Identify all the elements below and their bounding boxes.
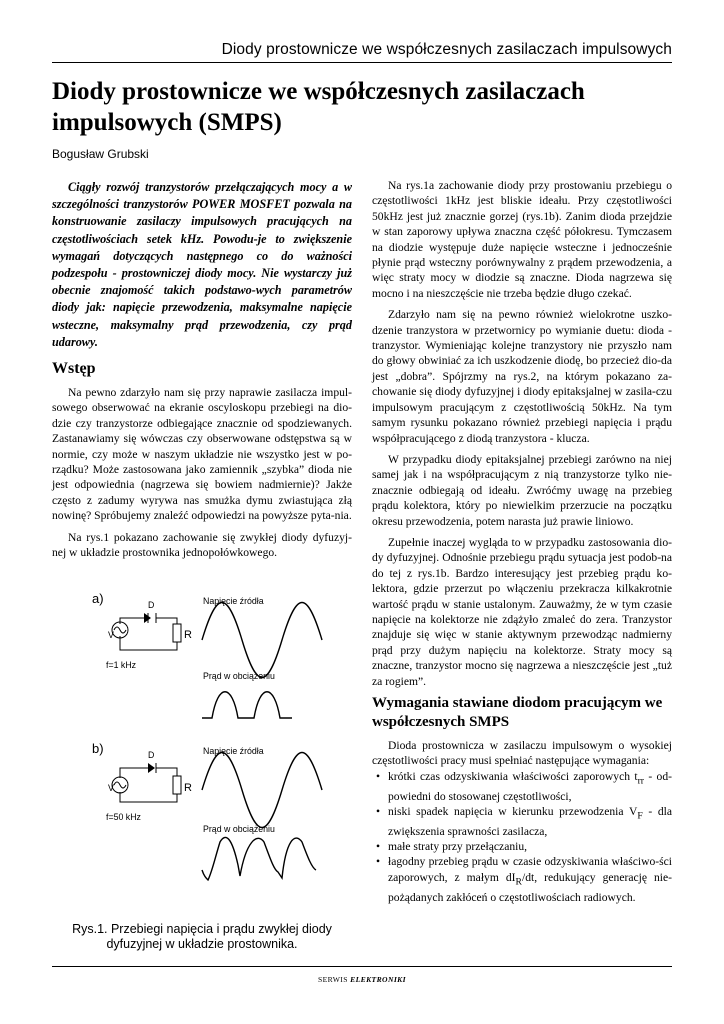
paragraph: Zdarzyło nam się na pewno również wielokrotne uszko-dzenie tranzystora w przetwornicy po wymianie duetu: dioda - tranzystor. Wymieniając kolejne tranzystory nie przyszło nam do głowy obwiniać za ich uszkodzenie diodę, bo przecież dio-da jest „dobra”. Spójrzmy na rys.2, na którym pokazano za-chowanie się diody dyfuzyjnej i diody epitaksjalnej w zasila-czu impulsowym pracującym z częstotliwością 50kHz. Na tym samym rysunku pokazano również przebiegi napięcia i prądu współpracującego z diodą tranzystora - klucza.: [372, 308, 672, 445]
voltage-label: Napięcie źródła: [203, 596, 264, 606]
figure-1: [52, 580, 352, 960]
requirements-list: [372, 769, 672, 905]
footer-magazine: ELEKTRONIKI: [350, 975, 407, 984]
right-column-text: [372, 178, 672, 695]
article-title: Diody prostownicze we współczesnych zasilaczach impulsowych (SMPS): [52, 78, 585, 136]
source-label: V: [108, 783, 114, 793]
resistor-label: R: [184, 629, 192, 641]
voltage-waveform-b: [202, 753, 322, 828]
lead-paragraph: Ciągły rozwój tranzystorów przełączających mocy a w szczególności tranzystorów POWER MOSFET pozwala na konstruowanie zasilaczy impulsowych pracujących na częstotliwościach setek kHz. Powodu-je to zwiększenie wymagań dotyczących następnego co do ważności podzespołu - prostowniczej diody mocy. Nie wystarczy już obecnie znajomość takich podstawo-wych parametrów diody jak: napięcie przewodzenia, maksymalne napięcie wsteczne, maksymalny prąd przewodzenia, czy prąd udarowy.: [52, 180, 352, 349]
paragraph: Na rys.1a zachowanie diody przy prostowaniu przebiegu o częstotliwości 1kHz jest bliskie ideału. Przy częstotliwości 50kHz jest już znacznie gorzej (rys.1b). Zanim dioda przejdzie w stan zaporowy upływa znaczna część półokresu. Tymczasem na diodzie występuje duże napięcie wsteczne i jednocześnie płynie prąd wsteczny porównywalny z prądem przewodzenia, a więc straty mocy w diodzie są znaczne. Dioda nagrzewa się mocno i na nieszczęście nie trzeba będzie długo czekać.: [372, 179, 672, 300]
source-label: V: [108, 630, 114, 640]
resistor-label: R: [184, 782, 192, 794]
paragraph: Dioda prostownicza w zasilaczu impulsowym o wysokiej częstotliwości pracy musi spełniać następujące wymagania:: [372, 739, 672, 768]
footer-rule: [52, 966, 672, 967]
panel-label-b: b): [92, 741, 104, 756]
section-heading-intro: Wstęp: [52, 360, 96, 377]
panel-label-a: a): [92, 591, 104, 606]
footer: [0, 975, 724, 984]
current-waveform-b: [202, 837, 316, 880]
list-item: • krótki czas odzyskiwania właściwości zaporowych $t_{rr}$ - od-powiedni do stosowanej częstotliwości,: [372, 769, 672, 804]
paragraph: Zupełnie inaczej wygląda to w przypadku zastosowania dio-dy dyfuzyjnej. Odnośnie przebiegu prądu sytuacja jest podob-na do tej z rys.1b. Bardzo interesujący jest przebieg prądu ko-lektora, gdzie przerzut po włączeniu przekracza kilkakrotnie wartość prądu w stanie ustalonym. Zauważmy, że w tym czasie napięcie na kolektorze nie zdążyło zmaleć do zera. Tranzystor znajduje się więc w stanie aktywnym przewodząc nadmierny prąd przy dużym napięciu na kolektorze. Straty mocy są znaczne, tranzystor mocno się nagrzewa a nieszczęście jest „tuż za rogiem”.: [372, 535, 672, 688]
header-rule: [52, 62, 672, 63]
author: Bogusław Grubski: [52, 147, 149, 161]
circuit-b: [112, 763, 181, 802]
frequency-label: f=1 kHz: [106, 660, 137, 670]
figure-caption: Rys.1. Przebiegi napięcia i prądu zwykłej diody dyfuzyjnej w układzie prostownika.: [72, 922, 332, 951]
current-label: Prąd w obciążeniu: [203, 824, 275, 834]
running-header: Diody prostownicze we współczesnych zasilaczach impulsowych: [221, 41, 672, 58]
footer-prefix: SERWIS: [317, 975, 348, 984]
intro-text: [52, 385, 352, 566]
circuit-a: [112, 613, 181, 650]
diode-label: D: [148, 600, 155, 610]
paragraph: Na rys.1 pokazano zachowanie się zwykłej diody dyfuzyj-nej w układzie prostownika jednopołówkowego.: [52, 530, 352, 560]
frequency-label: f=50 kHz: [106, 812, 141, 822]
voltage-label: Napięcie źródła: [203, 746, 264, 756]
paragraph: Na pewno zdarzyło nam się przy naprawie zasilacza impul-sowego obserwować na ekranie oscyloskopu przebiegi na dio-dzie czy tranzystorze odbiegające znacznie od spodziewanych. Zastanawiamy się wówczas czy obserwowane odstępstwa są w normie, czy może w naszym układzie nie wszystko jest w po-rządku? Może zastosowana jako zamiennik „szybka” dioda nie jest odpowiednia (nagrzewa się bowiem nadmiernie)? Jakże często z zadumy wyrywa nas smużka dymu zwiastująca złą nowinę? Spróbujemy znaleźć odpowiedzi na powyższe pyta-nia.: [52, 386, 352, 523]
requirements-section: [372, 738, 672, 905]
list-item: • łagodny przebieg prądu w czasie odzyskiwania właściwo-ści zaporowych, z małym $dI_R/dt$, redukujący generację nie-pożądanych zakłóceń o częstotliwościach radiowych.: [372, 854, 672, 905]
current-label: Prąd w obciążeniu: [203, 671, 275, 681]
current-waveform-a: [202, 692, 292, 718]
paragraph: W przypadku diody epitaksjalnej przebiegi zarówno na niej samej jak i na współpracującym z nią tranzystorze tylko nie-znacznie odbiegają od ideału. Zwróćmy uwagę na przebieg prądu kolektora, który po niewielkim przerzucie na początku okresu przewodzenia, potem narasta już prawie liniowo.: [372, 452, 672, 528]
list-item: • niski spadek napięcia w kierunku przewodzenia $V_F$ - dla zwiększenia sprawności zasilacza,: [372, 804, 672, 839]
section-heading-requirements: Wymagania stawiane diodom pracującym we współczesnych SMPS: [372, 695, 663, 730]
diode-label: D: [148, 750, 155, 760]
list-item: • małe straty przy przełączaniu,: [372, 839, 672, 854]
voltage-waveform-a: [202, 603, 322, 678]
